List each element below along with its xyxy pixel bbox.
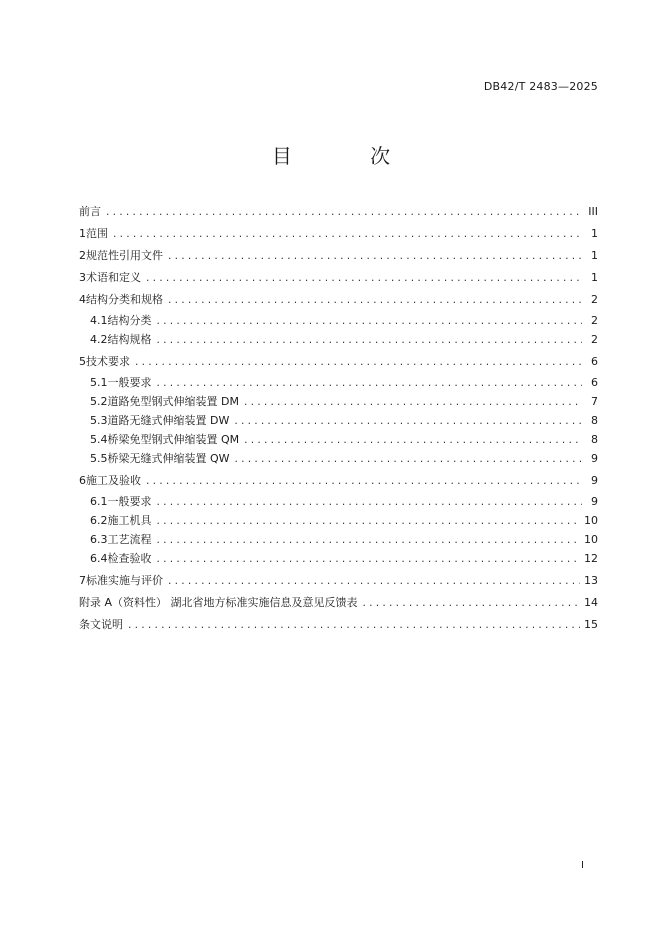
toc-label: 工艺流程 bbox=[107, 533, 152, 546]
toc-number: 5.5 bbox=[90, 452, 108, 465]
toc-entry-6-3[interactable] bbox=[79, 530, 598, 549]
toc-number: 5.3 bbox=[90, 414, 108, 427]
toc-label: 术语和定义 bbox=[86, 271, 141, 284]
toc-entry-5-1[interactable] bbox=[79, 373, 598, 392]
toc-leader bbox=[134, 352, 582, 374]
toc-leader bbox=[234, 451, 582, 470]
toc-entry-4[interactable] bbox=[79, 289, 598, 311]
toc-number: 6.3 bbox=[90, 533, 108, 546]
toc-number: 6.1 bbox=[90, 495, 108, 508]
toc-entry-5[interactable] bbox=[79, 351, 598, 373]
toc-leader bbox=[167, 246, 582, 268]
toc-leader bbox=[233, 413, 582, 432]
toc-page: 1 bbox=[591, 271, 598, 284]
toc-leader bbox=[105, 202, 582, 224]
toc-entry-5-2[interactable] bbox=[79, 392, 598, 411]
toc-page: 6 bbox=[591, 355, 598, 368]
toc-leader bbox=[127, 615, 580, 637]
toc-leader bbox=[243, 432, 582, 451]
toc-number: 1 bbox=[79, 227, 86, 240]
toc-label: 施工及验收 bbox=[86, 474, 141, 487]
toc-page: 9 bbox=[591, 452, 598, 465]
toc-page: 10 bbox=[584, 514, 598, 527]
toc-entry-2[interactable] bbox=[79, 245, 598, 267]
toc-leader bbox=[167, 571, 580, 593]
toc-entry-appendix-a[interactable] bbox=[79, 592, 598, 614]
toc-number: 3 bbox=[79, 271, 86, 284]
toc-label: 结构分类和规格 bbox=[86, 293, 163, 306]
toc-label: 桥梁无缝式伸缩装置 QW bbox=[107, 452, 230, 465]
toc-entry-foreword[interactable] bbox=[79, 201, 598, 223]
toc-page: 6 bbox=[591, 376, 598, 389]
toc-entry-6[interactable] bbox=[79, 470, 598, 492]
toc-number: 2 bbox=[79, 249, 86, 262]
toc-page: 2 bbox=[591, 293, 598, 306]
toc-label: 一般要求 bbox=[107, 376, 152, 389]
toc-entry-1[interactable] bbox=[79, 223, 598, 245]
toc-label: 结构分类 bbox=[107, 314, 152, 327]
toc-page: 9 bbox=[591, 495, 598, 508]
page-number: I bbox=[581, 860, 584, 871]
toc-label: 桥梁免型钢式伸缩装置 QM bbox=[107, 433, 240, 446]
toc-label: 检查验收 bbox=[107, 552, 152, 565]
toc-entry-6-4[interactable] bbox=[79, 549, 598, 568]
toc-label: 规范性引用文件 bbox=[86, 249, 163, 262]
toc-number: 7 bbox=[79, 574, 86, 587]
toc-number: 6 bbox=[79, 474, 86, 487]
toc-page: 8 bbox=[591, 414, 598, 427]
toc-page: 9 bbox=[591, 474, 598, 487]
toc-label: 道路无缝式伸缩装置 DW bbox=[107, 414, 230, 427]
toc-leader bbox=[145, 471, 582, 493]
toc-page: 1 bbox=[591, 227, 598, 240]
toc-entry-5-5[interactable] bbox=[79, 449, 598, 468]
toc-label: 技术要求 bbox=[86, 355, 130, 368]
toc-page: 13 bbox=[584, 574, 598, 587]
toc-entry-6-2[interactable] bbox=[79, 511, 598, 530]
toc-number: 4 bbox=[79, 293, 86, 306]
toc-leader bbox=[112, 224, 582, 246]
toc-leader bbox=[145, 268, 582, 290]
toc-page: 2 bbox=[591, 314, 598, 327]
toc-entry-explanation[interactable] bbox=[79, 614, 598, 636]
toc-entry-4-2[interactable] bbox=[79, 330, 598, 349]
toc-leader bbox=[156, 494, 583, 513]
toc-label: 施工机具 bbox=[107, 514, 152, 527]
toc-entry-4-1[interactable] bbox=[79, 311, 598, 330]
toc-label: 一般要求 bbox=[107, 495, 152, 508]
toc-page: III bbox=[588, 205, 598, 218]
toc-leader bbox=[156, 513, 581, 532]
toc-leader bbox=[156, 532, 581, 551]
toc-page: 15 bbox=[584, 618, 598, 631]
toc-title: 目 次 bbox=[271, 144, 427, 168]
toc-number: 6.4 bbox=[90, 552, 108, 565]
toc-label: 标准实施与评价 bbox=[86, 574, 163, 587]
document-code: DB42/T 2483—2025 bbox=[483, 80, 598, 93]
toc-page: 1 bbox=[591, 249, 598, 262]
toc-number: 4.1 bbox=[90, 314, 108, 327]
toc-page: 2 bbox=[591, 333, 598, 346]
toc-page: 7 bbox=[591, 395, 598, 408]
toc-page: 10 bbox=[584, 533, 598, 546]
toc-label: 附录 A（资料性） 湖北省地方标准实施信息及意见反馈表 bbox=[79, 596, 358, 609]
toc-label: 条文说明 bbox=[79, 618, 123, 631]
toc-leader bbox=[362, 593, 580, 615]
toc-leader bbox=[156, 313, 583, 332]
toc-label: 前言 bbox=[79, 205, 101, 218]
toc-number: 5 bbox=[79, 355, 86, 368]
toc-page: 14 bbox=[584, 596, 598, 609]
toc-leader bbox=[243, 394, 582, 413]
toc-page: 8 bbox=[591, 433, 598, 446]
toc-number: 4.2 bbox=[90, 333, 108, 346]
toc-page: 12 bbox=[584, 552, 598, 565]
toc-leader bbox=[156, 332, 583, 351]
toc-label: 范围 bbox=[86, 227, 108, 240]
toc-number: 5.1 bbox=[90, 376, 108, 389]
toc-entry-3[interactable] bbox=[79, 267, 598, 289]
toc-leader bbox=[167, 290, 582, 312]
toc-entry-5-4[interactable] bbox=[79, 430, 598, 449]
toc-entry-7[interactable] bbox=[79, 570, 598, 592]
toc-label: 道路免型钢式伸缩装置 DM bbox=[107, 395, 239, 408]
toc-number: 5.2 bbox=[90, 395, 108, 408]
toc-leader bbox=[156, 551, 581, 570]
table-of-contents bbox=[79, 201, 598, 636]
toc-entry-6-1[interactable] bbox=[79, 492, 598, 511]
toc-number: 6.2 bbox=[90, 514, 108, 527]
toc-number: 5.4 bbox=[90, 433, 108, 446]
toc-entry-5-3[interactable] bbox=[79, 411, 598, 430]
toc-label: 结构规格 bbox=[107, 333, 152, 346]
